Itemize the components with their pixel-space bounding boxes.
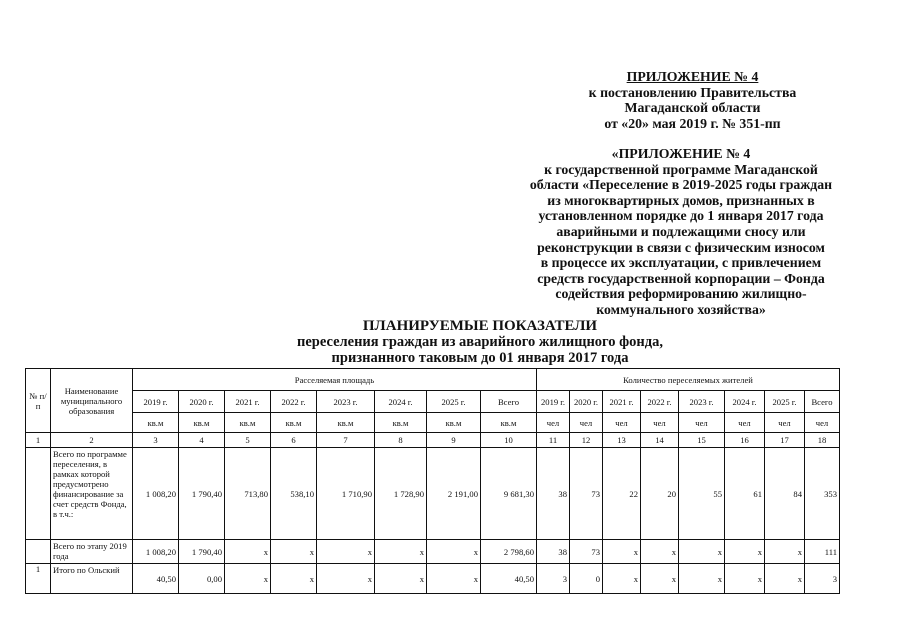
unit-header: кв.м <box>179 413 225 433</box>
year-header: 2024 г. <box>725 391 765 413</box>
people-cell: х <box>603 564 641 594</box>
table-row <box>26 564 840 594</box>
unit-header: чел <box>537 413 570 433</box>
program-appendix-header <box>510 146 852 318</box>
column-number: 1 <box>26 433 51 448</box>
program-appendix-line: содействия реформированию жилищно- <box>555 286 807 302</box>
program-appendix-line: к государственной программе Магаданской <box>544 161 818 177</box>
column-number: 10 <box>481 433 537 448</box>
unit-header: кв.м <box>375 413 427 433</box>
row-num: 1 <box>26 564 51 594</box>
year-header: Всего <box>481 391 537 413</box>
year-header: 2019 г. <box>133 391 179 413</box>
column-number: 11 <box>537 433 570 448</box>
column-number: 14 <box>641 433 679 448</box>
appendix-title: ПРИЛОЖЕНИЕ № 4 <box>626 69 759 84</box>
program-appendix-line: области «Переселение в 2019-2025 годы граждан <box>529 177 833 193</box>
year-header: 2019 г. <box>537 391 570 413</box>
year-header: 2022 г. <box>271 391 317 413</box>
people-cell: 84 <box>765 448 805 540</box>
people-cell: х <box>725 540 765 564</box>
program-appendix-line: реконструкции в связи с физическим износом <box>537 239 825 255</box>
title-main: ПЛАНИРУЕМЫЕ ПОКАЗАТЕЛИ <box>362 318 598 334</box>
area-cell: 0,00 <box>179 564 225 594</box>
unit-header: чел <box>570 413 603 433</box>
row-name: Всего по программе переселения, в рамках которой предусмотрено финансирование за счет средств Фонда, в т.ч.: <box>51 448 133 540</box>
year-header: 2021 г. <box>225 391 271 413</box>
unit-header: кв.м <box>427 413 481 433</box>
row-num <box>26 448 51 540</box>
area-cell: 713,80 <box>225 448 271 540</box>
column-number: 13 <box>603 433 641 448</box>
people-cell: 38 <box>537 540 570 564</box>
area-cell: х <box>271 540 317 564</box>
people-cell: х <box>603 540 641 564</box>
group-header-area: Расселяемая площадь <box>133 369 537 391</box>
column-number: 7 <box>317 433 375 448</box>
unit-header: чел <box>679 413 725 433</box>
column-number: 18 <box>805 433 840 448</box>
column-number: 17 <box>765 433 805 448</box>
area-cell: х <box>225 564 271 594</box>
column-number: 6 <box>271 433 317 448</box>
unit-header: чел <box>641 413 679 433</box>
people-cell: 61 <box>725 448 765 540</box>
area-cell: 1 790,40 <box>179 448 225 540</box>
area-cell: х <box>427 564 481 594</box>
people-cell: 111 <box>805 540 840 564</box>
area-cell: 1 008,20 <box>133 540 179 564</box>
people-cell: 3 <box>805 564 840 594</box>
column-number: 2 <box>51 433 133 448</box>
year-header: 2021 г. <box>603 391 641 413</box>
year-header: 2025 г. <box>765 391 805 413</box>
year-header: 2022 г. <box>641 391 679 413</box>
col-header-num: № п/п <box>26 369 51 433</box>
area-cell: х <box>271 564 317 594</box>
column-number: 3 <box>133 433 179 448</box>
year-header: 2020 г. <box>570 391 603 413</box>
column-number: 12 <box>570 433 603 448</box>
column-number: 15 <box>679 433 725 448</box>
people-cell: 20 <box>641 448 679 540</box>
group-header-people: Количество переселяемых жителей <box>537 369 840 391</box>
column-number: 16 <box>725 433 765 448</box>
year-header: 2020 г. <box>179 391 225 413</box>
table-row <box>26 540 840 564</box>
column-number: 4 <box>179 433 225 448</box>
area-cell: 538,10 <box>271 448 317 540</box>
people-cell: 353 <box>805 448 840 540</box>
people-cell: х <box>765 564 805 594</box>
area-cell: х <box>225 540 271 564</box>
col-header-name: Наименование муниципального образования <box>51 369 133 433</box>
row-name: Итого по Ольский <box>51 564 133 594</box>
area-cell: 1 008,20 <box>133 448 179 540</box>
year-header: 2023 г. <box>679 391 725 413</box>
title-subline: переселения граждан из аварийного жилищного фонда, <box>296 334 663 350</box>
program-appendix-line: из многоквартирных домов, признанных в <box>547 192 815 208</box>
people-cell: 38 <box>537 448 570 540</box>
unit-header: кв.м <box>271 413 317 433</box>
area-cell: х <box>317 564 375 594</box>
year-header: 2025 г. <box>427 391 481 413</box>
area-cell: 40,50 <box>481 564 537 594</box>
year-header: 2024 г. <box>375 391 427 413</box>
people-cell: 3 <box>537 564 570 594</box>
unit-header: кв.м <box>481 413 537 433</box>
area-cell: 2 191,00 <box>427 448 481 540</box>
column-number: 5 <box>225 433 271 448</box>
people-cell: 22 <box>603 448 641 540</box>
program-appendix-line: установленном порядке до 1 января 2017 года <box>538 208 824 224</box>
program-appendix-line: в процессе их эксплуатации, с привлечением <box>540 255 822 271</box>
area-cell: х <box>375 564 427 594</box>
area-cell: 40,50 <box>133 564 179 594</box>
area-cell: 1 790,40 <box>179 540 225 564</box>
appendix-header <box>555 69 830 131</box>
people-cell: х <box>679 540 725 564</box>
appendix-line: Магаданской области <box>624 100 761 116</box>
area-cell: 9 681,30 <box>481 448 537 540</box>
column-number: 8 <box>375 433 427 448</box>
table-row <box>26 448 840 540</box>
column-number: 9 <box>427 433 481 448</box>
document-title <box>180 318 780 366</box>
program-appendix-line: «ПРИЛОЖЕНИЕ № 4 <box>611 146 751 161</box>
appendix-line: к постановлению Правительства <box>588 84 797 100</box>
area-cell: 1 728,90 <box>375 448 427 540</box>
area-cell: х <box>427 540 481 564</box>
people-cell: х <box>679 564 725 594</box>
people-cell: 55 <box>679 448 725 540</box>
program-appendix-line: аварийными и подлежащими сносу или <box>556 223 806 239</box>
appendix-line: от «20» мая 2019 г. № 351-пп <box>604 115 781 131</box>
year-header: Всего <box>805 391 840 413</box>
people-cell: 0 <box>570 564 603 594</box>
unit-header: кв.м <box>317 413 375 433</box>
people-cell: х <box>725 564 765 594</box>
row-num <box>26 540 51 564</box>
people-cell: х <box>641 540 679 564</box>
program-appendix-line: коммунального хозяйства» <box>596 301 766 317</box>
area-cell: 2 798,60 <box>481 540 537 564</box>
area-cell: х <box>317 540 375 564</box>
indicators-table <box>25 368 840 594</box>
unit-header: чел <box>805 413 840 433</box>
people-cell: х <box>765 540 805 564</box>
people-cell: х <box>641 564 679 594</box>
row-name: Всего по этапу 2019 года <box>51 540 133 564</box>
year-header: 2023 г. <box>317 391 375 413</box>
title-subline: признанного таковым до 01 января 2017 года <box>331 350 629 366</box>
people-cell: 73 <box>570 448 603 540</box>
unit-header: кв.м <box>225 413 271 433</box>
unit-header: чел <box>603 413 641 433</box>
area-cell: 1 710,90 <box>317 448 375 540</box>
people-cell: 73 <box>570 540 603 564</box>
unit-header: чел <box>765 413 805 433</box>
area-cell: х <box>375 540 427 564</box>
unit-header: кв.м <box>133 413 179 433</box>
program-appendix-line: средств государственной корпорации – Фонда <box>537 270 825 286</box>
unit-header: чел <box>725 413 765 433</box>
